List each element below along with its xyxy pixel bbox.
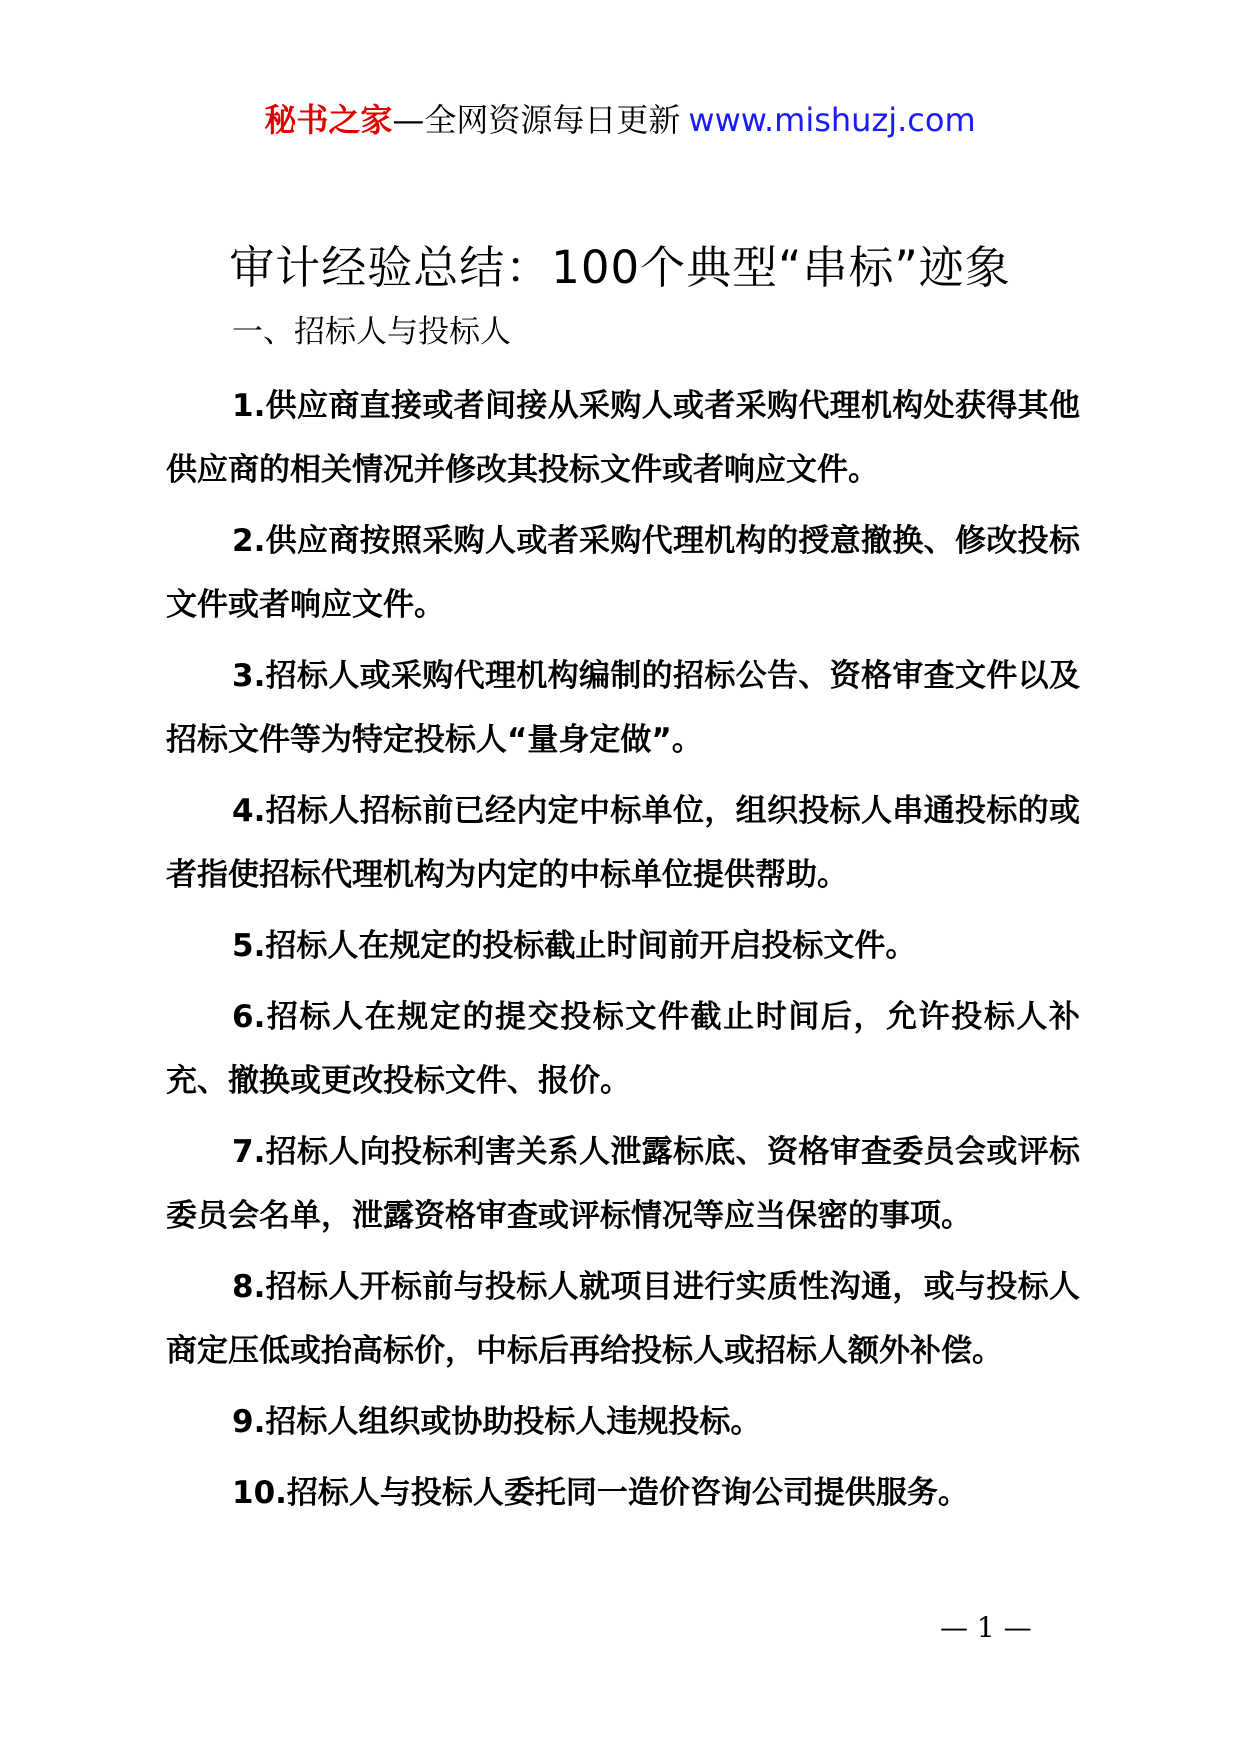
document-title: 审计经验总结：100个典型“串标”迹象 [229,241,1011,294]
list-item: 2.供应商按照采购人或者采购代理机构的授意撤换、修改投标文件或者响应文件。 [166,523,1080,623]
site-url-link[interactable]: www.mishuzj.com [688,101,976,139]
list-item: 8.招标人开标前与投标人就项目进行实质性沟通，或与投标人商定压低或抬高标价，中标后再给投标人或招标人额外补偿。 [166,1269,1080,1369]
list-item: 5.招标人在规定的投标截止时间前开启投标文件。 [232,928,917,964]
list-item: 7.招标人向投标利害关系人泄露标底、资格审查委员会或评标委员会名单，泄露资格审查或评标情况等应当保密的事项。 [166,1134,1080,1234]
site-tagline: —全网资源每日更新 [392,101,681,139]
list-item: 10.招标人与投标人委托同一造价咨询公司提供服务。 [232,1475,969,1511]
page-number: — 1 — [940,1611,1032,1644]
list-item: 3.招标人或采购代理机构编制的招标公告、资格审查文件以及招标文件等为特定投标人“量身定做”。 [166,658,1080,758]
item-list [166,374,1080,1532]
section-heading: 一、招标人与投标人 [232,314,511,350]
list-item: 1.供应商直接或者间接从采购人或者采购代理机构处获得其他供应商的相关情况并修改其投标文件或者响应文件。 [166,388,1080,488]
list-item: 9.招标人组织或协助投标人违规投标。 [232,1404,762,1440]
site-header [0,100,1240,140]
site-brand: 秘书之家 [264,101,393,139]
list-item: 4.招标人招标前已经内定中标单位，组织投标人串通投标的或者指使招标代理机构为内定的中标单位提供帮助。 [166,793,1080,893]
list-item: 6.招标人在规定的提交投标文件截止时间后，允许投标人补充、撤换或更改投标文件、报价。 [166,999,1080,1099]
